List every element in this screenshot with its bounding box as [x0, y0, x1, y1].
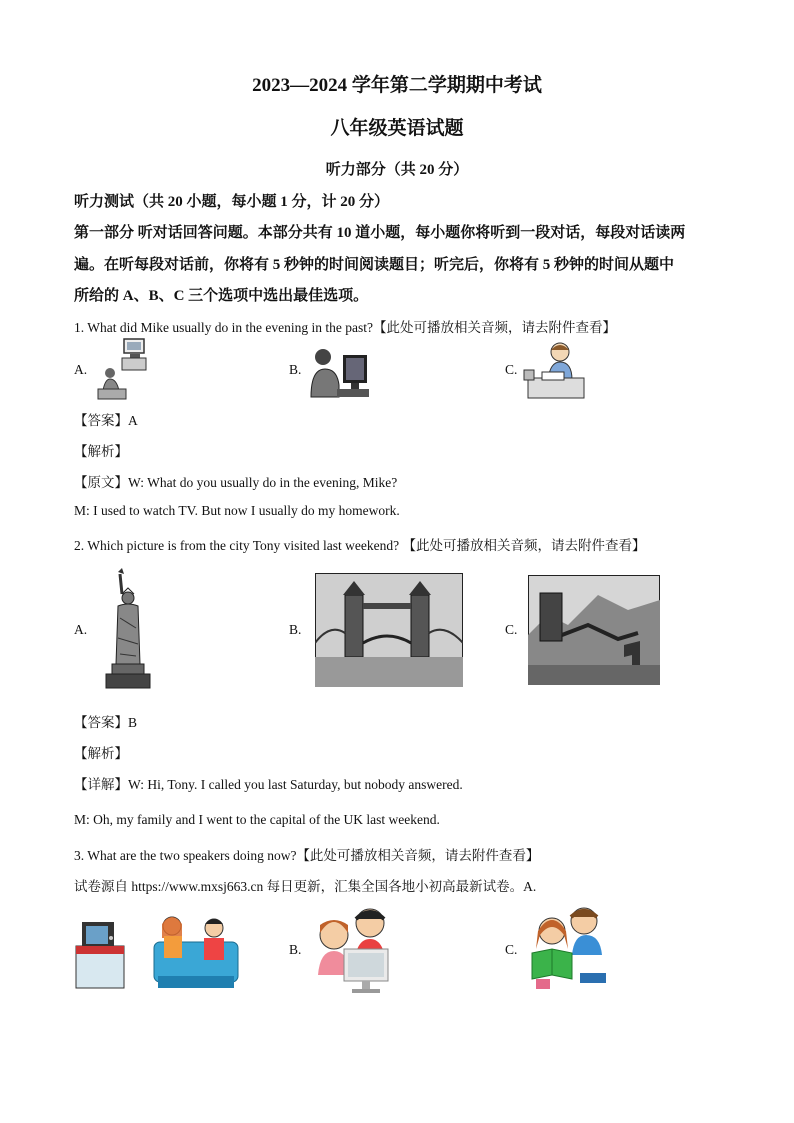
q3-source-note: 试卷源自 https://www.mxsj663.cn 每日更新，汇集全国各地小初高最新试卷。A.: [74, 879, 537, 894]
kids-reading-book-icon: [528, 905, 612, 995]
q2-option-c-label: C.: [505, 622, 518, 637]
q1-source-1: 【原文】W: What do you usually do in the evening, Mike?: [74, 475, 398, 490]
q3-option-b-label: B.: [289, 942, 302, 957]
question-2-prompt: 2. Which picture is from the city Tony visited last weekend? 【此处可播放相关音频，请去附件查看】: [74, 538, 646, 553]
instructions-line-3: 所给的 A、B、C 三个选项中选出最佳选项。: [74, 288, 369, 304]
homework-icon: [522, 340, 588, 402]
q2-option-c-image: [528, 575, 660, 685]
instructions-line-2: 遍。在听每段对话前，你将有 5 秒钟的时间阅读题目；听完后，你将有 5 秒钟的时间从题中: [74, 257, 675, 273]
page-title: 2023—2024 学年第二学期期中考试: [252, 75, 542, 96]
q1-option-a-label: A.: [74, 362, 88, 377]
computer-user-icon: [307, 345, 371, 401]
q2-source-1: 【详解】W: Hi, Tony. I called you last Saturday, but nobody answered.: [74, 777, 463, 792]
question-1-prompt: 1. What did Mike usually do in the evening in the past?【此处可播放相关音频，请去附件查看】: [74, 320, 616, 335]
q3-option-b-image: [312, 905, 396, 995]
great-wall-icon: [528, 575, 660, 685]
q1-option-c-label: C.: [505, 362, 518, 377]
q2-source-2: M: Oh, my family and I went to the capital of the UK last weekend.: [74, 812, 440, 827]
q2-option-b-label: B.: [289, 622, 302, 637]
watching-tv-icon: [94, 337, 150, 401]
q1-source-2: M: I used to watch TV. But now I usually do my homework.: [74, 503, 400, 518]
tower-bridge-icon: [315, 573, 463, 687]
q2-analysis: 【解析】: [74, 746, 128, 761]
q1-option-a-image: [94, 337, 150, 401]
instructions-line-1: 第一部分 听对话回答问题。本部分共有 10 道小题，每小题你将听到一段对话，每段对话读两: [74, 225, 686, 241]
section-heading: 听力部分（共 20 分）: [325, 162, 469, 178]
page-subtitle: 八年级英语试题: [330, 118, 464, 139]
q3-option-c-image: [528, 905, 612, 995]
q2-option-b-image: [315, 573, 463, 687]
q3-option-a-image: [74, 912, 244, 992]
instructions-heading: 听力测试（共 20 小题，每小题 1 分，计 20 分）: [74, 194, 390, 210]
q2-answer: 【答案】B: [74, 715, 138, 730]
statue-of-liberty-icon: [100, 568, 156, 692]
q1-answer: 【答案】A: [74, 413, 138, 428]
q1-option-b-label: B.: [289, 362, 302, 377]
question-3-prompt: 3. What are the two speakers doing now?【此处可播放相关音频，请去附件查看】: [74, 848, 540, 863]
q1-option-c-image: [522, 340, 588, 402]
kids-using-computer-icon: [312, 905, 396, 995]
q2-option-a-label: A.: [74, 622, 88, 637]
q3-option-c-label: C.: [505, 942, 518, 957]
q1-option-b-image: [307, 345, 371, 401]
q2-option-a-image: [100, 568, 156, 692]
watching-tv-kids-icon: [74, 912, 244, 992]
q1-analysis: 【解析】: [74, 444, 128, 459]
